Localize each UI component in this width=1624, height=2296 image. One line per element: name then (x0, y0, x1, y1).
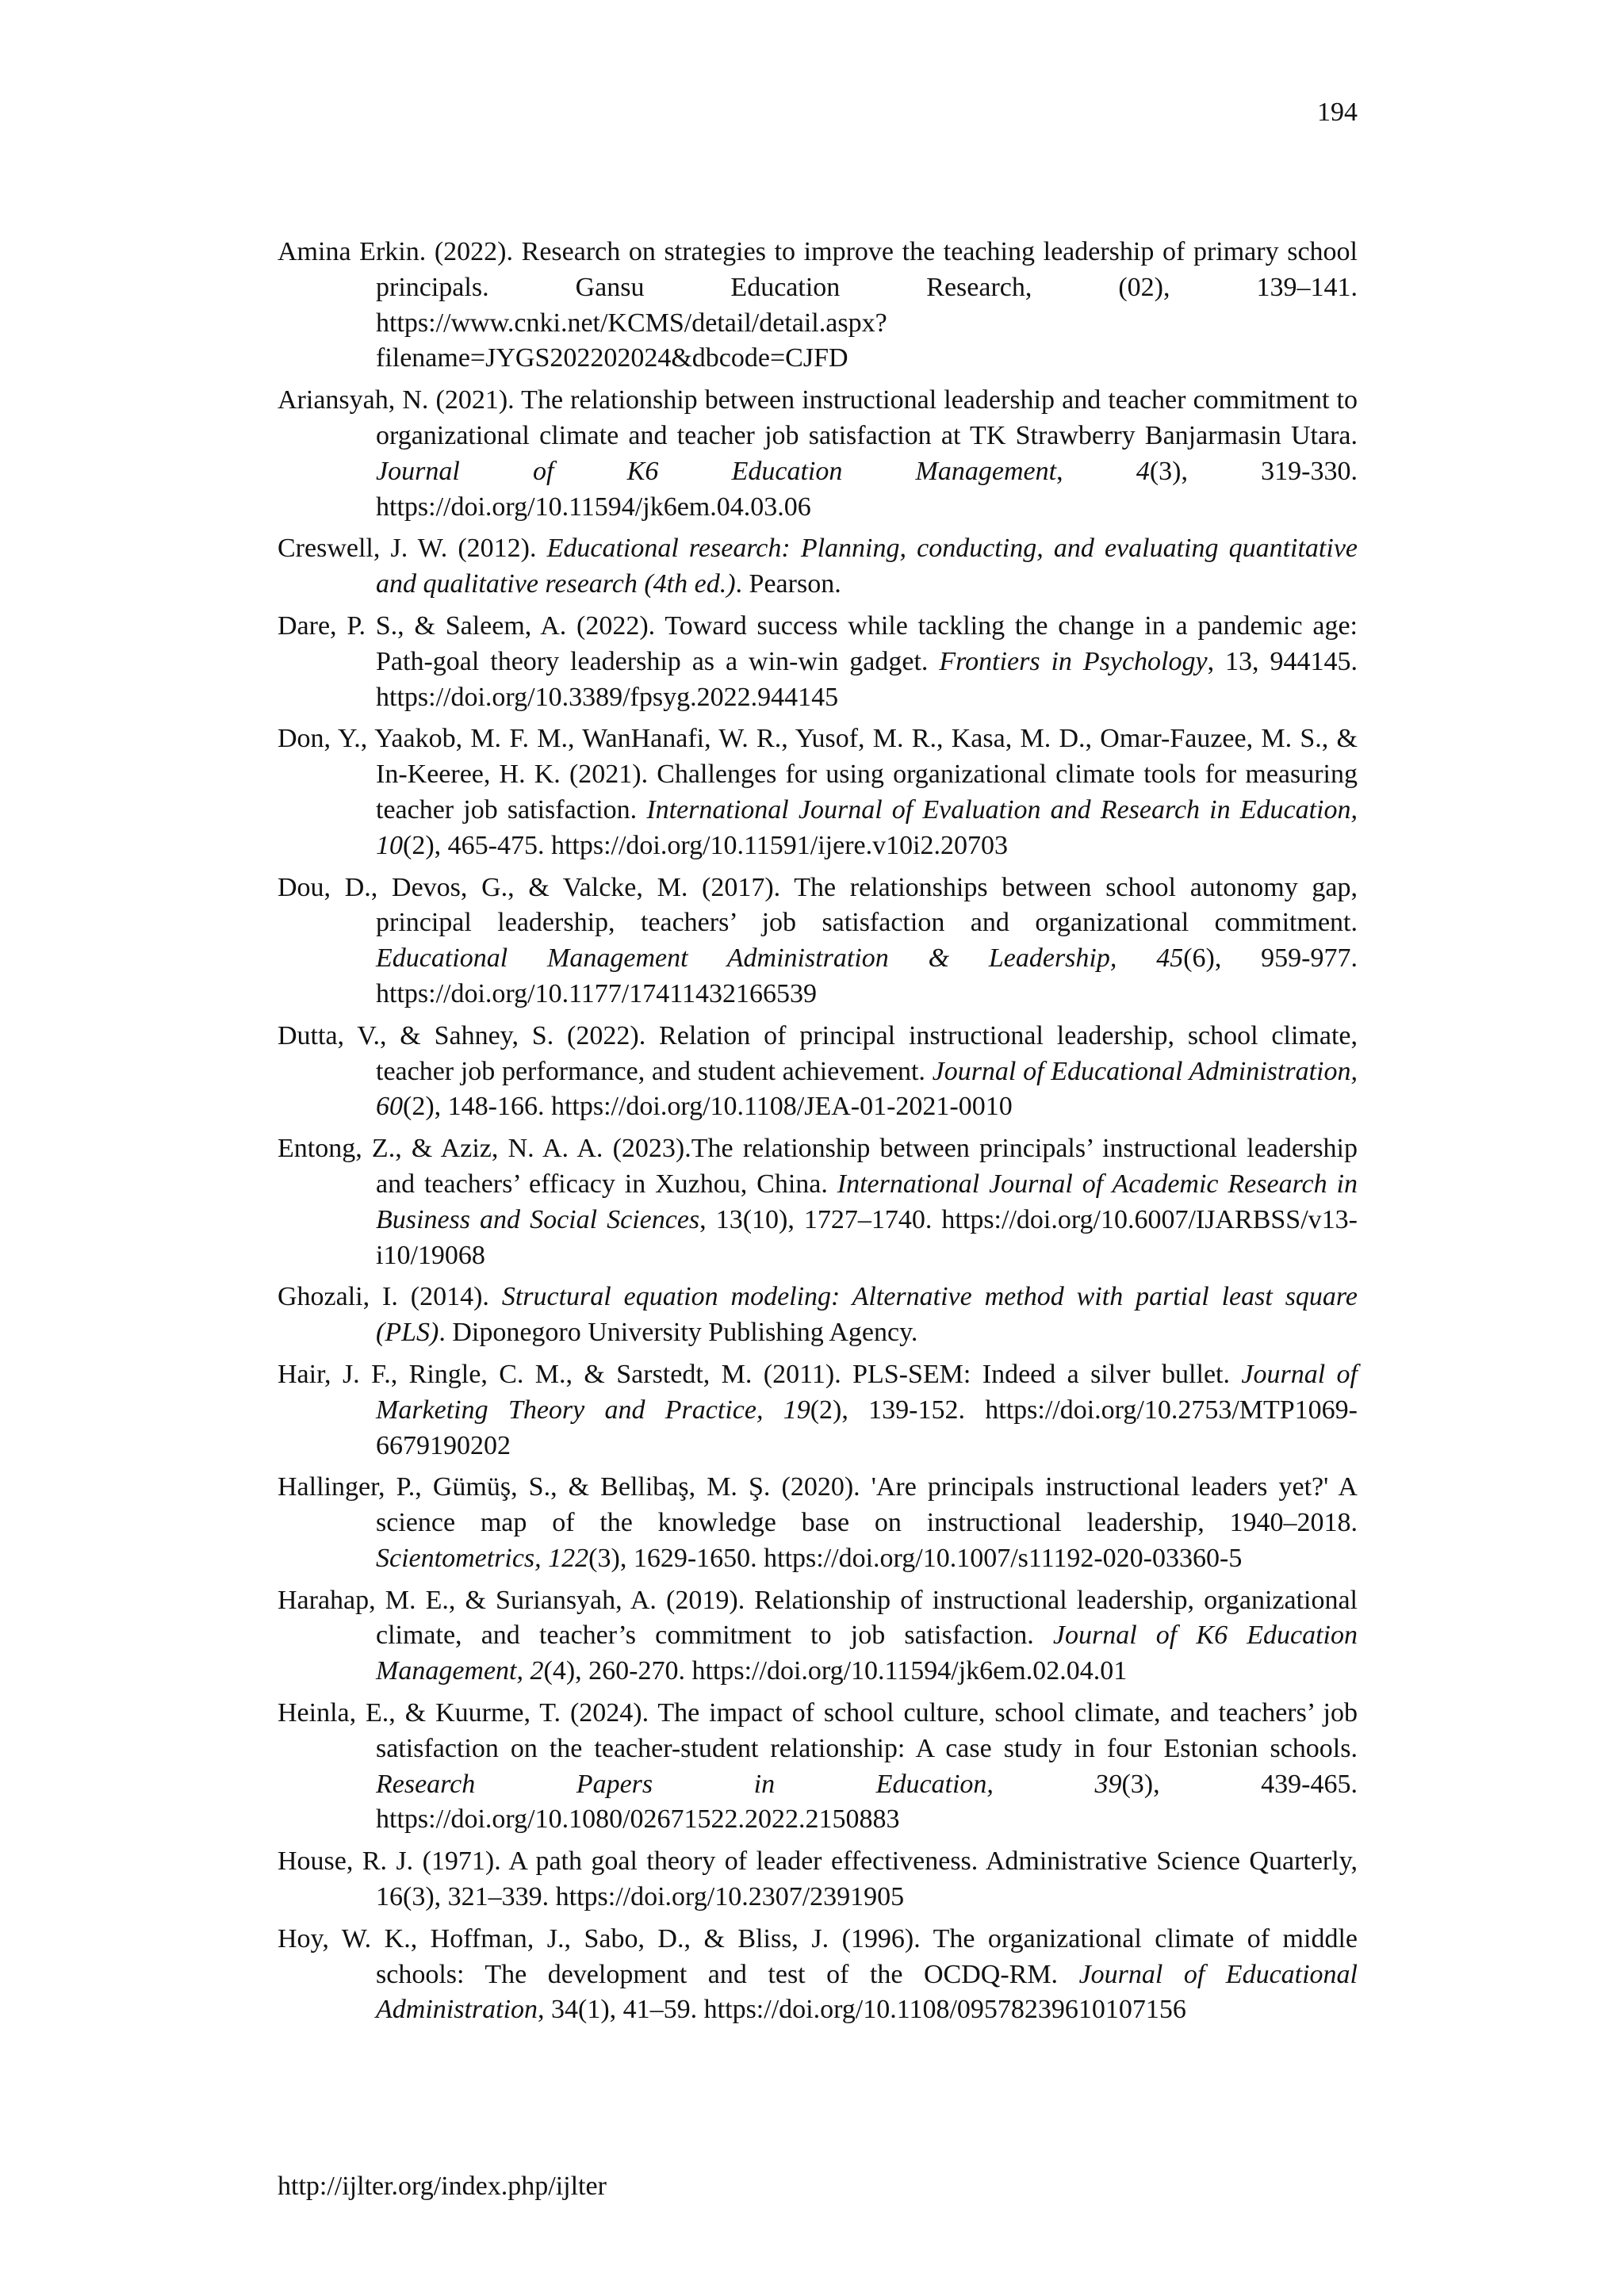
reference-text: Hoy, W. K., Hoffman, J., Sabo, D., & Bliss, J. (1996). The organizational climate of middle schools: The development and test of the OCDQ-RM. (278, 1923, 1358, 1989)
reference-italic-text: 2 (530, 1656, 544, 1686)
reference-text: Ariansyah, N. (2021). The relationship between instructional leadership and teacher commitment to organizational climate and teacher job satisfaction at TK Strawberry Banjarmasin Utara. (278, 385, 1358, 450)
reference-italic-text: Educational research: Planning, conducting, and evaluating quantitative and qualitative research (4th ed.) (376, 534, 1358, 599)
reference-text: Dare, P. S., & Saleem, A. (2022). Toward success while tackling the change in a pandemic age: Path-goal theory leadership as a win-win gadget. (278, 610, 1358, 676)
reference-text (523, 1656, 530, 1686)
reference-italic-text: Educational Management Administration & Leadership, 45 (376, 943, 1184, 974)
reference-text: Dutta, V., & Sahney, S. (2022). Relation of principal instructional leadership, school climate, teacher job performance, and student achievement. (278, 1020, 1358, 1086)
reference-text: (2), 148-166. https://doi.org/10.1108/JEA-01-2021-0010 (403, 1092, 1013, 1122)
footer-url: http://ijlter.org/index.php/ijlter (278, 2172, 607, 2201)
reference-italic-text: Frontiers in Psychology (939, 646, 1208, 676)
reference-italic-text: Journal of K6 Education Management, (376, 1621, 1358, 1686)
reference-text: Creswell, J. W. (2012). (278, 534, 547, 564)
reference-italic-text: 4 (1136, 456, 1150, 486)
reference-text: Heinla, E., & Kuurme, T. (2024). The impact of school culture, school climate, and teachers’ job satisfaction on the teacher-student relationship: A case study in four Estonian schools. (278, 1698, 1358, 1763)
reference-text: (2), 465-475. https://doi.org/10.11591/ijere.v10i2.20703 (403, 830, 1009, 860)
reference-list (278, 235, 1358, 2034)
reference-entry (278, 721, 1358, 863)
reference-text: Hair, J. F., Ringle, C. M., & Sarstedt, M. (2011). PLS-SEM: Indeed a silver bullet. (278, 1359, 1242, 1389)
reference-italic-text: Research Papers in Education, 39 (376, 1769, 1122, 1799)
reference-italic-text: International Journal of Academic Research in Business and Social Sciences (376, 1169, 1358, 1234)
reference-text: . Diponegoro University Publishing Agency. (439, 1318, 918, 1348)
reference-italic-text: Scientometrics, 122 (376, 1543, 589, 1573)
reference-text: House, R. J. (1971). A path goal theory of leader effectiveness. Administrative Science Quarterly, 16(3), 321–339. https://doi.org/10.2307/2391905 (278, 1846, 1358, 1912)
reference-text: (3), 439-465. https://doi.org/10.1080/02671522.2022.2150883 (376, 1769, 1358, 1835)
reference-entry (278, 1583, 1358, 1689)
reference-italic-text: Journal of Educational Administration, (376, 1959, 1358, 2025)
reference-text: (2), 139-152. https://doi.org/10.2753/MTP1069-6679190202 (376, 1395, 1358, 1460)
reference-entry (278, 531, 1358, 603)
reference-text: Entong, Z., & Aziz, N. A. A. (2023).The relationship between principals’ instructional leadership and teachers’ efficacy in Xuzhou, China. (278, 1134, 1358, 1199)
reference-text: 34(1), 41–59. https://doi.org/10.1108/09578239610107156 (544, 1995, 1186, 2025)
reference-text: , 13, 944145. https://doi.org/10.3389/fpsyg.2022.944145 (376, 646, 1358, 712)
reference-text: (6), 959-977. https://doi.org/10.1177/17411432166539 (376, 943, 1358, 1008)
reference-italic-text: Journal of Educational Administration, 60 (376, 1056, 1358, 1122)
reference-italic-text: Journal of Marketing Theory and Practice, 19 (376, 1359, 1358, 1425)
reference-entry (278, 609, 1358, 715)
reference-text: Harahap, M. E., & Suriansyah, A. (2019). Relationship of instructional leadership, organizational climate, and teacher’s commitment to job satisfaction. (278, 1585, 1358, 1651)
reference-text: , 13(10), 1727–1740. https://doi.org/10.6007/IJARBSS/v13-i10/19068 (376, 1204, 1358, 1270)
reference-entry (278, 235, 1358, 377)
reference-text: (4), 260-270. https://doi.org/10.11594/jk6em.02.04.01 (543, 1656, 1128, 1686)
reference-italic-text: International Journal of Evaluation and Research in Education, 10 (376, 794, 1358, 860)
reference-entry (278, 1844, 1358, 1915)
reference-italic-text: Structural equation modeling: Alternative method with partial least square (PLS) (376, 1282, 1358, 1348)
reference-entry (278, 1131, 1358, 1273)
reference-text: Dou, D., Devos, G., & Valcke, M. (2017). The relationships between school autonomy gap, principal leadership, teachers’ job satisfaction and organizational commitment. (278, 872, 1358, 938)
reference-text: Don, Y., Yaakob, M. F. M., WanHanafi, W. R., Yusof, M. R., Kasa, M. D., Omar-Fauzee, M. S., & In-Keeree, H. K. (2021). Challenges for using organizational climate tools for measuring teacher job satisfaction. (278, 724, 1358, 825)
reference-italic-text: Journal of K6 Education Management (376, 456, 1057, 486)
reference-text: , (1056, 456, 1136, 486)
reference-entry (278, 871, 1358, 1012)
reference-entry (278, 1280, 1358, 1351)
reference-entry (278, 1019, 1358, 1125)
reference-text: (3), 319-330. https://doi.org/10.11594/jk6em.04.03.06 (376, 456, 1358, 522)
reference-text: Hallinger, P., Gümüş, S., & Bellibaş, M. Ş. (2020). 'Are principals instructional leaders yet?' A science map of the knowledge base on instructional leadership, 1940–2018. (278, 1472, 1358, 1538)
reference-text: . Pearson. (735, 569, 841, 599)
reference-text: Ghozali, I. (2014). (278, 1282, 502, 1312)
reference-entry (278, 1922, 1358, 2028)
reference-entry (278, 1470, 1358, 1576)
reference-entry (278, 1696, 1358, 1838)
reference-entry (278, 383, 1358, 525)
reference-text: Amina Erkin. (2022). Research on strategies to improve the teaching leadership of primary school principals. Gansu Education Research, (02), 139–141. https://www.cnki.net/KCMS/detail/detail.aspx?filename=JYGS202202024&dbcode=CJFD (278, 237, 1358, 373)
reference-text: (3), 1629-1650. https://doi.org/10.1007/s11192-020-03360-5 (588, 1543, 1243, 1573)
reference-entry (278, 1357, 1358, 1464)
page-number: 194 (1317, 98, 1358, 127)
